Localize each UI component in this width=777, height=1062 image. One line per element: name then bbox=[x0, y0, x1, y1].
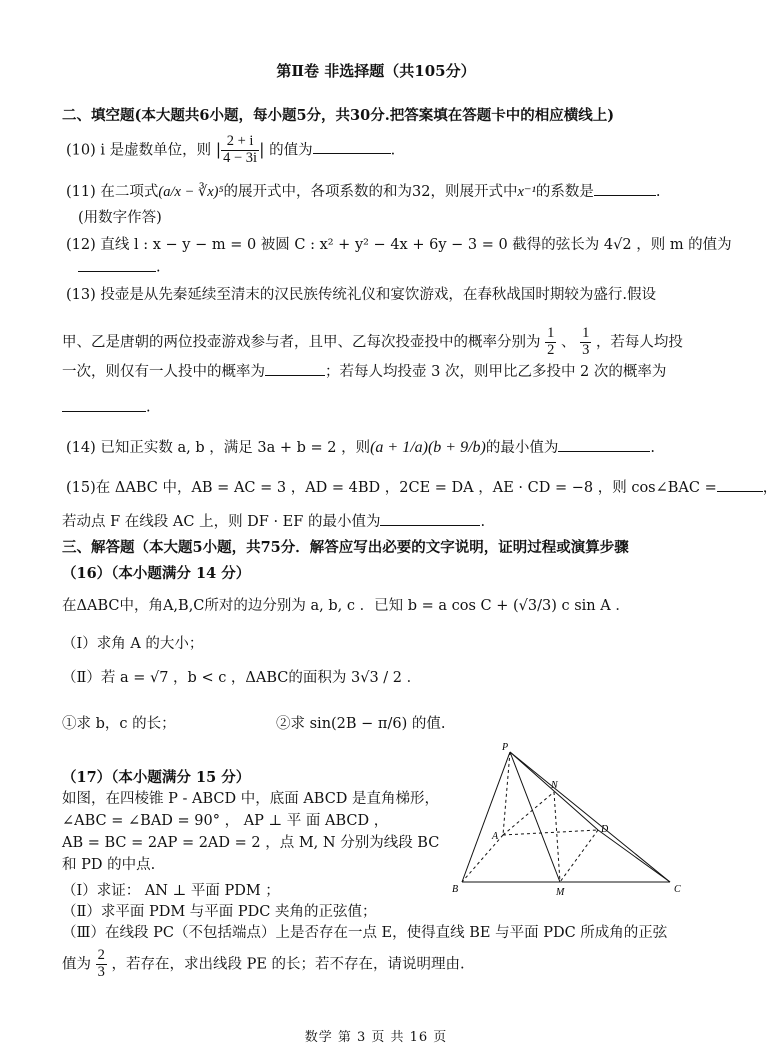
q17-f-num: 2 bbox=[97, 947, 105, 963]
question-11 bbox=[66, 180, 661, 201]
q13-line3b: ；若每人均投壶 3 次，则甲比乙多投中 2 次的概率为 bbox=[325, 364, 667, 380]
question-10: (10) i 是虚数单位，则 | $\frac{2 + i}{4 - 3i}$ | 的值为 . bbox=[66, 133, 396, 166]
q10-pre: i 是虚数单位，则 bbox=[100, 142, 212, 159]
q14-end: . bbox=[650, 440, 655, 456]
q16-sub-1: ①求 b，c 的长； bbox=[62, 716, 176, 732]
label-N: N bbox=[551, 780, 558, 791]
answer-blank-12[interactable] bbox=[78, 256, 156, 272]
q15-line2a: 若动点 F 在线段 AC 上，则 DF · EF 的最小值为 bbox=[62, 514, 381, 530]
q15-line1-end: ， bbox=[762, 480, 777, 496]
q17-line4: 和 PD 的中点. bbox=[62, 857, 156, 873]
page-footer: 数学 第 3 页 共 16 页 bbox=[304, 1030, 448, 1045]
label-D: D bbox=[601, 824, 609, 835]
answer-blank-14[interactable] bbox=[558, 437, 650, 453]
q16-part-1: （Ⅰ）求角 A 的大小； bbox=[62, 636, 204, 652]
edge-PC bbox=[510, 752, 670, 882]
q13-line2 bbox=[62, 326, 683, 359]
q16-part-2: （Ⅱ）若 a = √7 ，b < c ，ΔABC的面积为 3√3 / 2 ． bbox=[62, 670, 422, 686]
q14-post: 的最小值为 bbox=[485, 440, 559, 456]
q13-line3a: 一次，则仅有一人投中的概率为 bbox=[62, 364, 265, 380]
q17-part-2: （Ⅱ）求平面 PDM 与平面 PDC 夹角的正弦值； bbox=[62, 904, 377, 920]
q13-end: . bbox=[146, 399, 151, 416]
edge-PM bbox=[510, 752, 560, 882]
question-15 bbox=[66, 476, 777, 497]
q11-number: (11) bbox=[66, 184, 96, 200]
q13-answer-line bbox=[62, 396, 151, 416]
label-M: M bbox=[556, 887, 565, 898]
section-3-heading: 三、解答题（本大题5小题，共75分．解答应写出必要的文字说明，证明过程或演算步骤 bbox=[62, 539, 629, 556]
answer-blank-15a[interactable] bbox=[717, 477, 763, 493]
q11-expression: (a/x − ∛x)⁵ bbox=[158, 184, 224, 200]
question-12 bbox=[66, 233, 732, 254]
q13-line1: 投壶是从先秦延续至清末的汉民族传统礼仪和宴饮游戏，在春秋战国时期较为盛行.假设 bbox=[100, 287, 656, 303]
label-A: A bbox=[492, 831, 499, 842]
q11-term: x⁻¹ bbox=[517, 184, 536, 200]
q17-part-3-cont bbox=[62, 948, 465, 981]
section-2-heading: 二、填空题(本大题共6小题，每小题5分，共30分.把答案填在答题卡中的相应横线上) bbox=[62, 107, 615, 124]
edge-PB bbox=[462, 752, 510, 882]
q13-p1-num: 1 bbox=[547, 325, 555, 341]
label-C: C bbox=[674, 884, 681, 895]
question-13 bbox=[66, 283, 656, 304]
q17-fraction bbox=[96, 948, 107, 981]
q13-p1-den: 2 bbox=[547, 341, 555, 358]
q12-text: 直线 l : x − y − m = 0 被圆 C : x² + y² − 4x + 6y − 3 = 0 截得的弦长为 4√2 ，则 m 的值为 bbox=[100, 237, 732, 253]
q13-p2-den: 3 bbox=[582, 341, 590, 358]
edge-PA bbox=[503, 752, 510, 835]
q17-p4a: 值为 bbox=[62, 956, 91, 973]
q14-expression: (a + 1/a)(b + 9/b) bbox=[370, 439, 486, 456]
label-B: B bbox=[452, 884, 459, 895]
q13-p2-num: 1 bbox=[582, 325, 590, 341]
q14-number: (14) bbox=[66, 440, 96, 456]
answer-blank-11[interactable] bbox=[594, 181, 656, 197]
pyramid-figure bbox=[448, 740, 688, 900]
edge-AD bbox=[503, 830, 598, 835]
q16-stem: 在ΔABC中，角A,B,C所对的边分别为 a, b, c ．已知 b = a cos C + (√3/3) c sin A ． bbox=[62, 598, 630, 614]
edge-AB bbox=[462, 835, 503, 882]
edge-DC bbox=[598, 830, 670, 882]
q13-number: (13) bbox=[66, 287, 96, 303]
answer-blank-10[interactable] bbox=[313, 139, 391, 155]
q11-end: . bbox=[655, 184, 661, 200]
q14-pre: 已知正实数 a, b ，满足 3a + b = 2 ，则 bbox=[100, 440, 371, 456]
q13-line3 bbox=[62, 360, 666, 381]
q10-post: 的值为 bbox=[269, 142, 313, 159]
q11-pre: 在二项式 bbox=[100, 184, 159, 200]
q13-prob-2 bbox=[580, 326, 591, 359]
q13-prob-1 bbox=[545, 326, 556, 359]
q11-mid: 的展开式中，各项系数的和为32，则展开式中 bbox=[223, 184, 518, 200]
q10-frac-den: 4 − 3i bbox=[223, 149, 258, 166]
q16-sub-2: ②求 sin(2B − π/6) 的值. bbox=[276, 716, 446, 732]
question-14 bbox=[66, 436, 655, 457]
edge-AN bbox=[503, 792, 554, 835]
q16-title: （16）（本小题满分 14 分） bbox=[62, 565, 251, 582]
q10-number: (10) bbox=[66, 142, 96, 159]
q10-frac-num: 2 + i bbox=[221, 134, 259, 151]
q15-line1: 在 ΔABC 中，AB = AC = 3 ，AD = 4BD ，2CE = DA ，AE · CD = −8 ，则 cos∠BAC = bbox=[95, 480, 717, 496]
q17-part-3: （Ⅲ）在线段 PC（不包括端点）上是否存在一点 E，使得直线 BE 与平面 PDC 所成角的正弦 bbox=[62, 925, 668, 941]
label-P: P bbox=[502, 742, 509, 753]
q15-number: (15) bbox=[66, 480, 96, 496]
edge-DM bbox=[560, 830, 598, 882]
page-title: 第Ⅱ卷 非选择题（共105分） bbox=[276, 62, 476, 80]
q17-part-1: （Ⅰ）求证： AN ⊥ 平面 PDM ； bbox=[62, 883, 280, 899]
q13-line2b: ，若每人均投 bbox=[595, 334, 683, 351]
q17-line3: AB = BC = 2AP = 2AD = 2 ，点 M, N 分别为线段 BC bbox=[62, 835, 440, 851]
q17-line2: ∠ABC = ∠BAD = 90° ， AP ⊥ 平 面 ABCD ， bbox=[62, 813, 389, 829]
q11-post: 的系数是 bbox=[535, 184, 594, 200]
q11-note: (用数字作答) bbox=[78, 210, 162, 226]
q17-title: （17）（本小题满分 15 分） bbox=[62, 769, 251, 786]
answer-blank-13b[interactable] bbox=[62, 396, 146, 412]
q12-end: . bbox=[156, 259, 161, 276]
q13-sep: 、 bbox=[560, 334, 576, 351]
q13-line2a: 甲、乙是唐朝的两位投壶游戏参与者，且甲、乙每次投壶投中的概率分别为 bbox=[62, 334, 541, 351]
q17-f-den: 3 bbox=[97, 963, 105, 980]
q12-answer-line bbox=[78, 256, 161, 276]
q17-line1: 如图，在四棱锥 P - ABCD 中，底面 ABCD 是直角梯形， bbox=[62, 791, 440, 807]
q10-fraction bbox=[221, 134, 259, 167]
q12-number: (12) bbox=[66, 237, 96, 253]
q15-line2 bbox=[62, 510, 485, 531]
answer-blank-13a[interactable] bbox=[265, 361, 325, 377]
q15-end: . bbox=[480, 514, 486, 530]
q10-end: . bbox=[390, 142, 396, 159]
answer-blank-15b[interactable] bbox=[380, 511, 480, 527]
q17-p4b: ，若存在，求出线段 PE 的长；若不存在，请说明理由. bbox=[111, 956, 465, 973]
